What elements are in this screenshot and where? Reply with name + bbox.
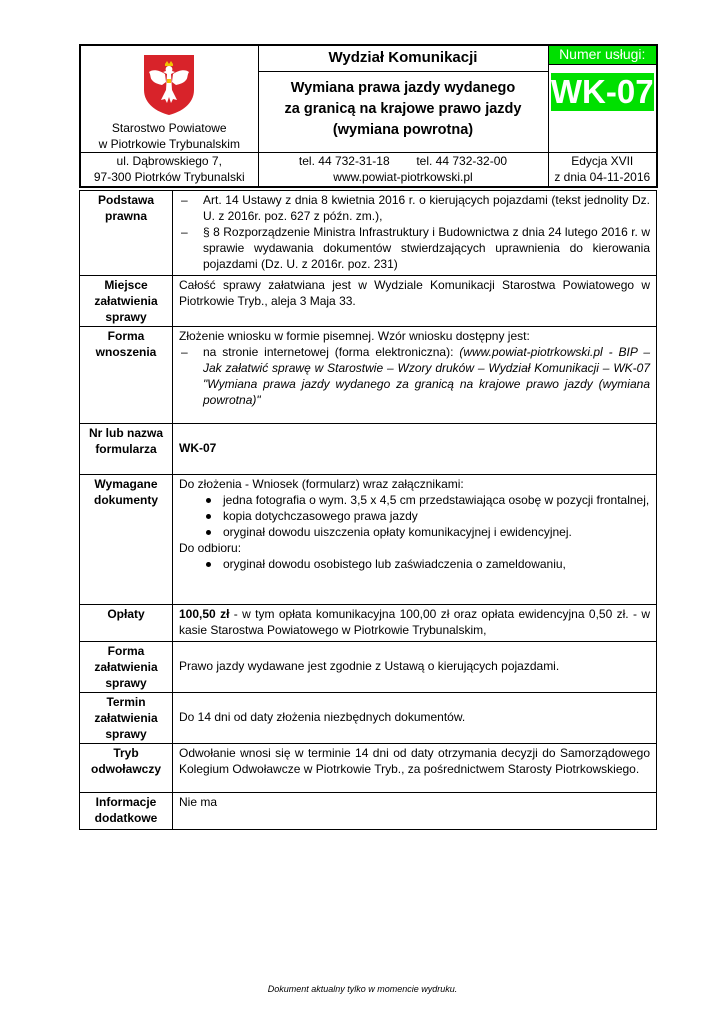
fee-description: - w tym opłata komunikacyjna 100,00 zł oraz opłata ewidencyjna 0,50 zł. - w kasie Starostwa Powiatowego w Piotrkowie Trybunalskim, [179,606,651,637]
service-title-line-1: Wymiana prawa jazdy wydanego [290,80,516,96]
title-divider [258,71,549,72]
legal-basis-list [179,192,650,272]
service-number-wrap [549,65,657,111]
form-number-value: WK-07 [173,423,657,474]
appeal-value: Odwołanie wnosi się w terminie 14 dni od daty otrzymania decyzji do Samorządowego Kolegium Odwoławcze w Piotrkowie Tryb., za pośrednictwem Starosty Piotrkowskiego. [173,743,657,792]
submit-list [179,492,650,540]
office-city: w Piotrkowie Trybunalskim [98,137,240,151]
row-label: Podstawa prawna [80,190,173,275]
edition-cell [548,153,657,187]
row-label: Termin załatwienia sprawy [80,692,173,743]
row-label: Nr lub nazwa formularza [80,423,173,474]
service-title-line-3: (wymiana powrotna) [332,122,474,138]
legal-basis-value [173,190,657,275]
submission-item-prefix: na stronie internetowej (forma elektroniczna): [203,344,460,359]
list-item [179,344,650,408]
coat-of-arms-icon [141,52,197,116]
list-item: – § 8 Rozporządzenie Ministra Infrastruktury i Budownictwa z dnia 24 lutego 2016 r. w sprawie wydawania dokumentów stwierdzających uprawnienia do kierowania pojazdami (Dz. U. z 2016r. poz. 231) [179,224,650,272]
table-row [80,326,657,423]
row-label: Wymagane dokumenty [80,474,173,604]
table-row [80,792,657,829]
fee-amount: 100,50 zł [179,606,230,621]
edition: Edycja XVII [571,154,634,169]
table-row [80,743,657,792]
service-number-cell [548,45,657,153]
service-title-cell [258,45,548,153]
office-cell [80,45,258,153]
office-name-block [81,120,258,152]
edition-date: z dnia 04-11-2016 [554,170,651,185]
submission-item-link[interactable]: (www.powiat-piotrkowski.pl - BIP – Jak załatwić sprawę w Starostwie – Wzory druków – Wydział Komunikacji – WK-07 "Wymiana prawa jazdy wydanego za granicą na krajowe prawo jazdy (wymiana powrotna)" [203,344,650,407]
address-city: 97-300 Piotrków Trybunalski [93,170,245,185]
table-row [80,604,657,641]
submit-intro: Do złożenia - Wniosek (formularz) wraz załącznikami: [179,476,464,491]
additional-value: Nie ma [173,792,657,829]
website[interactable]: www.powiat-piotrkowski.pl [333,170,473,185]
address-street: ul. Dąbrowskiego 7, [116,154,222,169]
required-docs-value [173,474,657,604]
handling-form-value: Prawo jazdy wydawane jest zgodnie z Ustawą o kierujących pojazdami. [173,641,657,692]
office-name: Starostwo Powiatowe [111,121,227,135]
table-row [80,641,657,692]
table-row [80,423,657,474]
row-label: Forma wnoszenia [80,326,173,423]
list-item: oryginał dowodu uiszczenia opłaty komunikacyjnej i ewidencyjnej. [179,524,650,540]
table-row [80,692,657,743]
pickup-intro: Do odbioru: [179,540,242,555]
list-item: oryginał dowodu osobistego lub zaświadczenia o zameldowaniu, [179,556,650,572]
contact-cell [258,153,548,187]
list-item: jedna fotografia o wym. 3,5 x 4,5 cm przedstawiająca osobę w pozycji frontalnej, [179,492,650,508]
document [79,44,656,830]
table-row [80,275,657,326]
row-label: Miejsce załatwienia sprawy [80,275,173,326]
service-title-line-2: za granicą na krajowe prawo jazdy [284,101,522,117]
row-label: Informacje dodatkowe [80,792,173,829]
pickup-list [179,556,650,572]
header-table [79,44,658,188]
submission-list [179,344,650,408]
info-table [79,190,657,830]
address-cell [80,153,258,187]
submission-form-value [173,326,657,423]
phone-numbers: tel. 44 732-31-18 tel. 44 732-32-00 [298,154,508,169]
submission-intro: Złożenie wniosku w formie pisemnej. Wzór wniosku dostępny jest: [179,328,530,343]
service-number-label: Numer usługi: [549,46,657,64]
service-number: WK-07 [550,73,654,110]
row-label: Tryb odwoławczy [80,743,173,792]
place-value: Całość sprawy załatwiana jest w Wydziale Komunikacji Starostwa Powiatowego w Piotrkowie Tryb., aleja 3 Maja 33. [173,275,657,326]
footer-note: Dokument aktualny tylko w momencie wydruku. [267,984,458,994]
deadline-value: Do 14 dni od daty złożenia niezbędnych dokumentów. [173,692,657,743]
row-label: Opłaty [80,604,173,641]
list-item: kopia dotychczasowego prawa jazdy [179,508,650,524]
table-row [80,190,657,275]
fees-value [173,604,657,641]
list-item: – Art. 14 Ustawy z dnia 8 kwietnia 2016 r. o kierujących pojazdami (tekst jednolity Dz. U. z 2016r. poz. 627 z późn. zm.), [179,192,650,224]
table-row [80,474,657,604]
department-name: Wydział Komunikacji [328,49,478,66]
row-label: Forma załatwienia sprawy [80,641,173,692]
